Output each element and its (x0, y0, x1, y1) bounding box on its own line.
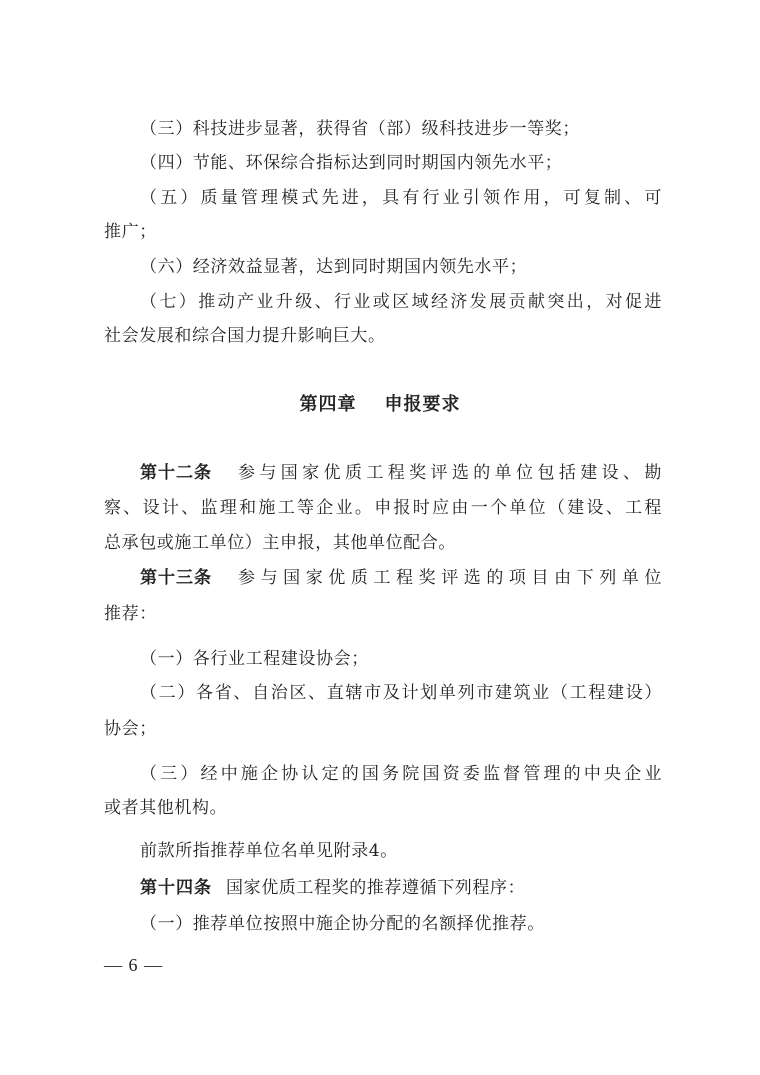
article-13-item-2-line2: 协会； (104, 719, 157, 739)
item-7-line1: （七）推动产业升级、行业或区域经济发展贡献突出，对促进 (140, 292, 662, 312)
item-6-text: （六）经济效益显著，达到同时期国内领先水平； (140, 257, 528, 277)
article-13-item-3-line1: （三）经中施企协认定的国务院国资委监督管理的中央企业 (140, 764, 662, 784)
item-3-text: （三）科技进步显著，获得省（部）级科技进步一等奖； (140, 119, 580, 139)
article-13-item-1: （一）各行业工程建设协会； (140, 649, 369, 669)
article-12-line3: 总承包或施工单位）主申报，其他单位配合。 (104, 533, 456, 553)
article-13-line1: 参与国家优质工程奖评选的项目由下列单位 (238, 568, 662, 588)
article-14-line1: 国家优质工程奖的推荐遵循下列程序： (226, 878, 526, 898)
item-4-text: （四）节能、环保综合指标达到同时期国内领先水平； (140, 153, 563, 173)
item-7-line2: 社会发展和综合国力提升影响巨大。 (104, 326, 386, 346)
item-5-line2: 推广； (104, 222, 157, 242)
article-13-note: 前款所指推荐单位名单见附录4。 (140, 841, 398, 861)
article-13-item-3-line2: 或者其他机构。 (104, 798, 228, 818)
item-5-line1: （五）质量管理模式先进，具有行业引领作用，可复制、可 (140, 188, 662, 208)
chapter-number: 第四章 (299, 394, 357, 415)
article-12-line2: 察、设计、监理和施工等企业。申报时应由一个单位（建设、工程 (104, 498, 662, 518)
article-12-line1: 参与国家优质工程奖评选的单位包括建设、勘 (238, 463, 662, 483)
article-14-item-1: （一）推荐单位按照中施企协分配的名额择优推荐。 (140, 914, 545, 934)
article-13-line2: 推荐： (104, 604, 157, 624)
article-13-item-2-line1: （二）各省、自治区、直辖市及计划单列市建筑业（工程建设） (140, 683, 662, 703)
article-13-label: 第十三条 (140, 568, 212, 588)
chapter-heading (0, 394, 760, 416)
page-number: — 6 — (104, 955, 163, 975)
article-12-line1-row (140, 462, 662, 484)
article-14-line1-row (140, 877, 525, 899)
chapter-title: 申报要求 (384, 394, 461, 415)
article-13-line1-row (140, 567, 662, 589)
article-14-label: 第十四条 (140, 878, 212, 898)
article-12-label: 第十二条 (140, 463, 212, 483)
